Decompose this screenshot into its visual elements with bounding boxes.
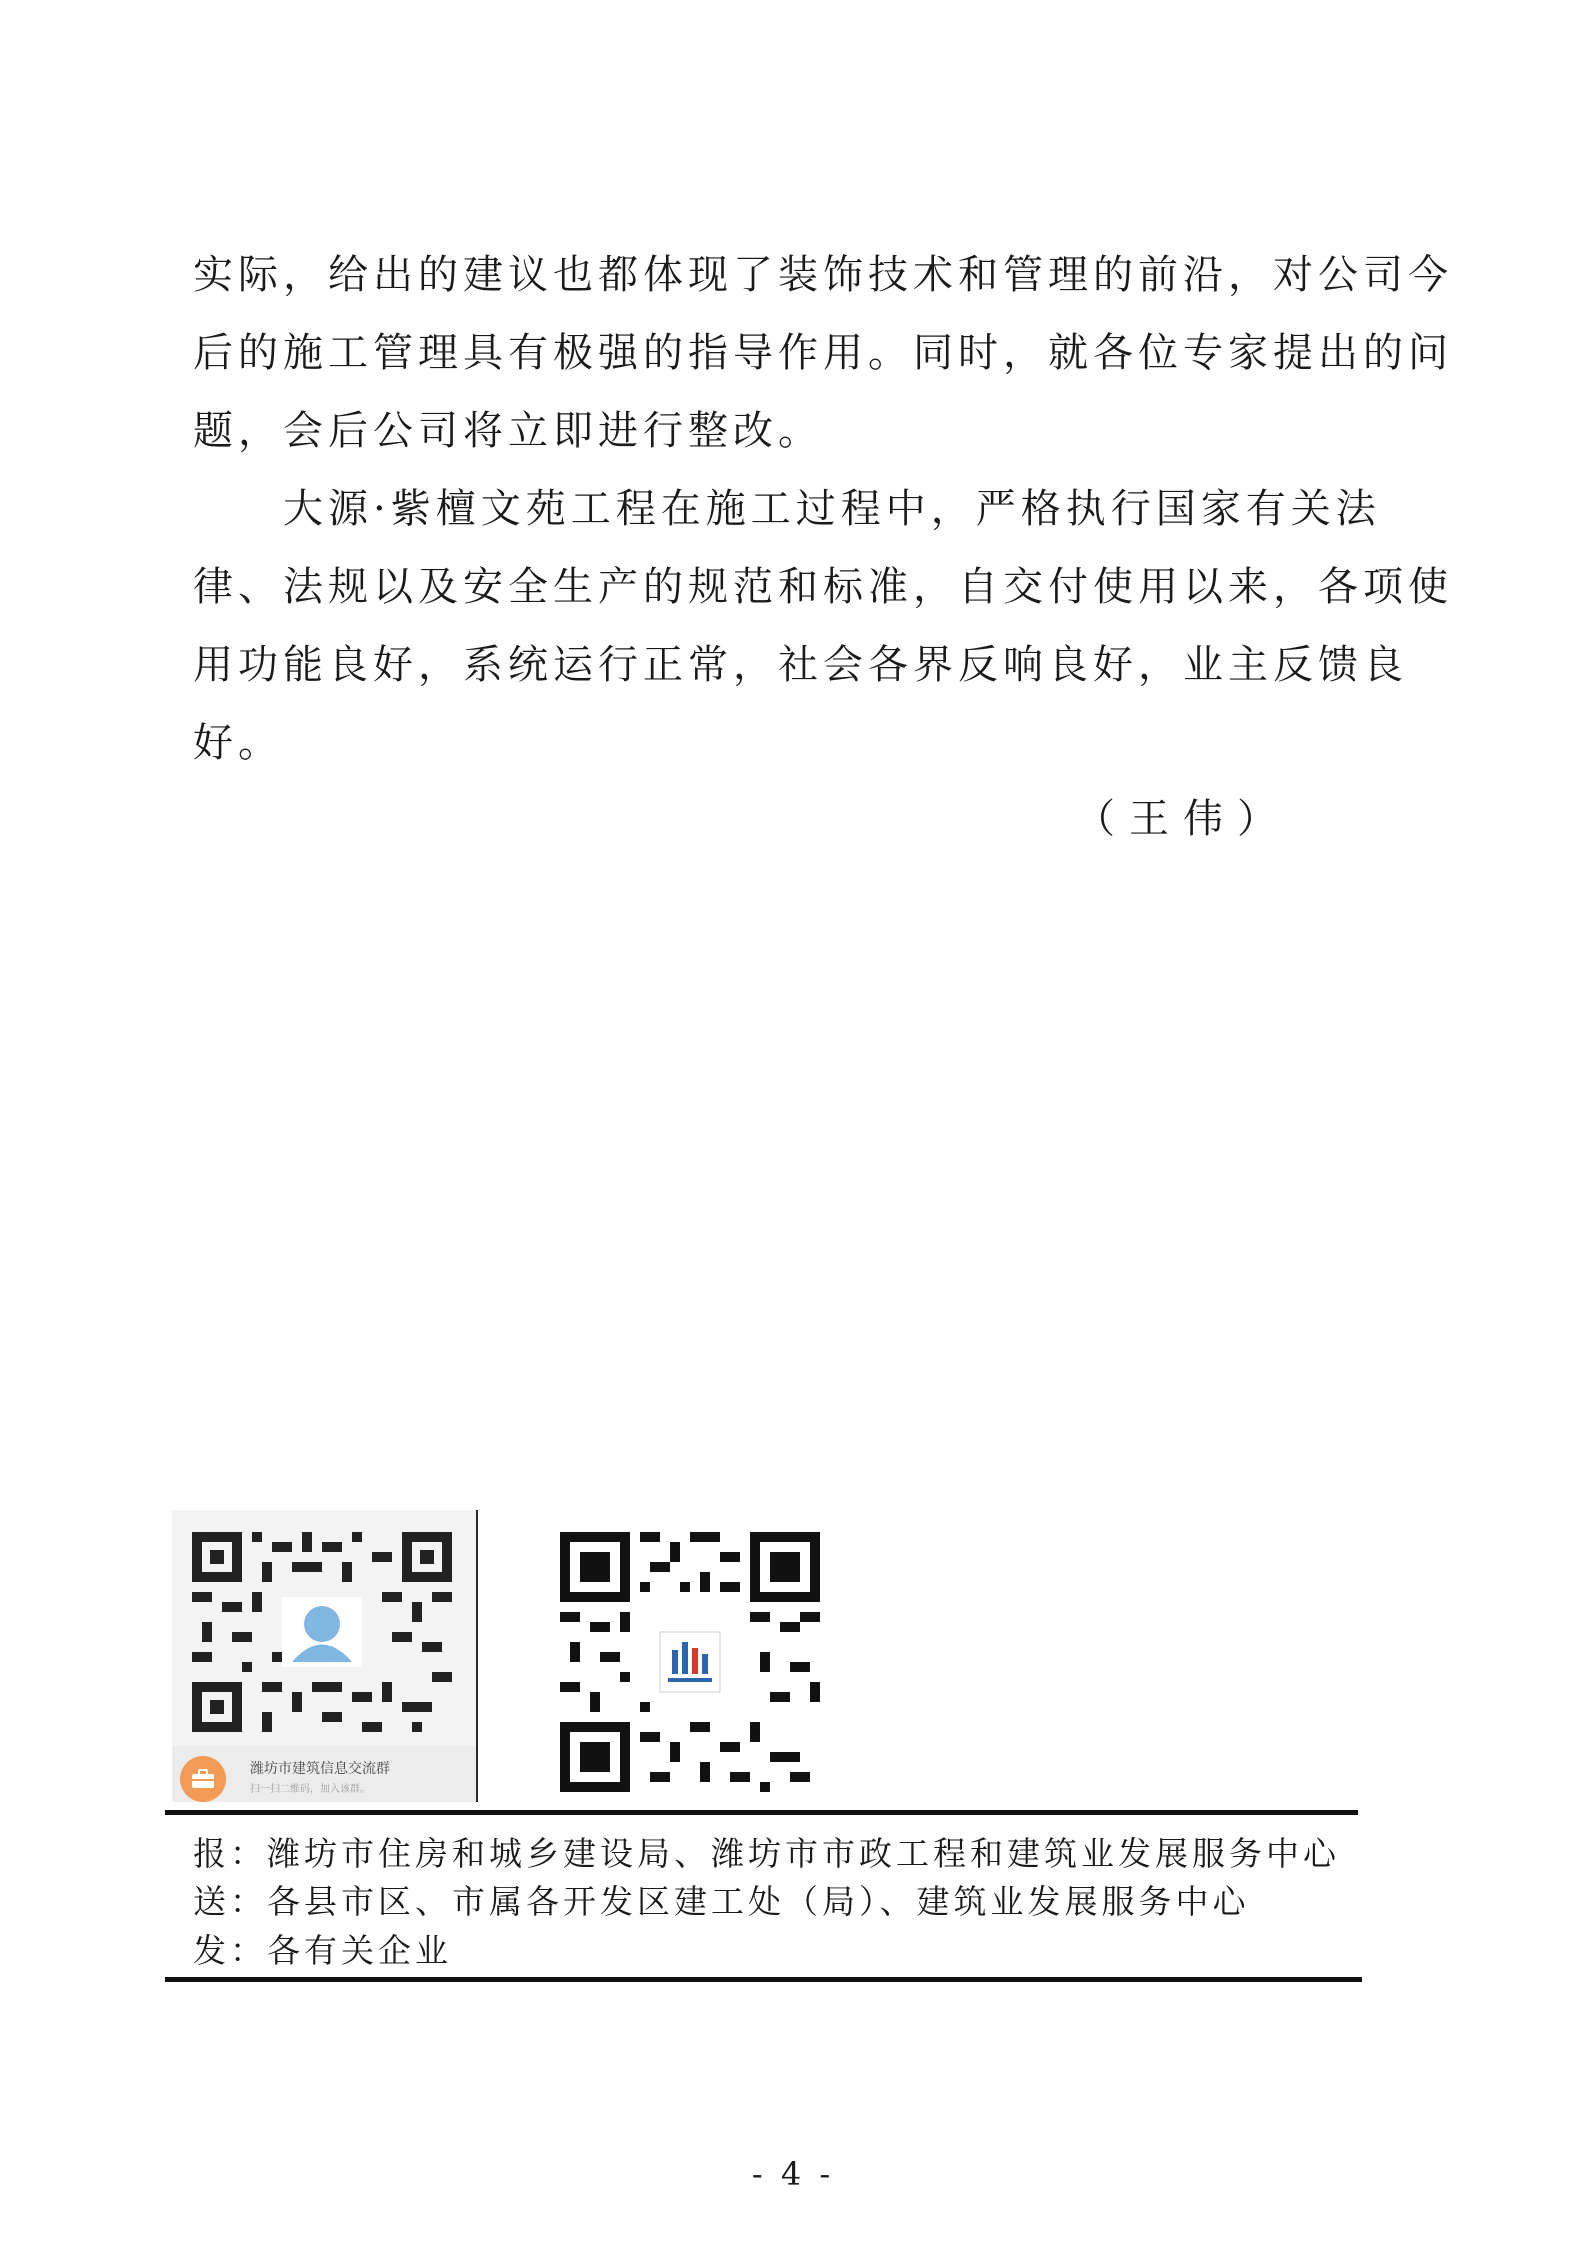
group-name: 潍坊市建筑信息交流群 bbox=[250, 1761, 390, 1777]
paragraph-line: 律、法规以及安全生产的规范和标准，自交付使用以来，各项使 bbox=[193, 564, 1453, 610]
author-signature: （王伟） bbox=[1075, 796, 1291, 842]
report-to-line: 报：潍坊市住房和城乡建设局、潍坊市市政工程和建筑业发展服务中心 bbox=[193, 1834, 1340, 1873]
body-paragraph-1 bbox=[193, 236, 1453, 470]
page-number: - 4 - bbox=[751, 2155, 835, 2193]
paragraph-line: 大源·紫檀文苑工程在施工过程中，严格执行国家有关法 bbox=[193, 486, 1381, 532]
paragraph-line: 后的施工管理具有极强的指导作用。同时，就各位专家提出的问 bbox=[193, 330, 1453, 376]
group-info-bar bbox=[172, 1746, 476, 1802]
group-qr-card[interactable] bbox=[172, 1510, 478, 1802]
issue-to-line: 发：各有关企业 bbox=[193, 1931, 452, 1970]
paragraph-line: 实际，给出的建议也都体现了装饰技术和管理的前沿，对公司今 bbox=[193, 252, 1453, 298]
group-badge bbox=[180, 1756, 226, 1802]
paragraph-line: 用功能良好，系统运行正常，社会各界反响良好，业主反馈良 bbox=[193, 642, 1408, 688]
official-account-qr-code[interactable] bbox=[560, 1532, 820, 1792]
send-to-line: 送：各县市区、市属各开发区建工处（局）、建筑业发展服务中心 bbox=[193, 1882, 1250, 1921]
body-paragraph-2 bbox=[193, 470, 1453, 782]
paragraph-line: 好。 bbox=[193, 720, 283, 766]
group-hint: 扫一扫二维码，加入该群。 bbox=[250, 1784, 370, 1795]
group-qr-code[interactable] bbox=[192, 1532, 452, 1732]
distribution-bottom-rule bbox=[165, 1977, 1362, 1982]
briefcase-icon bbox=[191, 1769, 215, 1789]
distribution-top-rule bbox=[165, 1810, 1358, 1815]
paragraph-line: 题，会后公司将立即进行整改。 bbox=[193, 408, 823, 454]
